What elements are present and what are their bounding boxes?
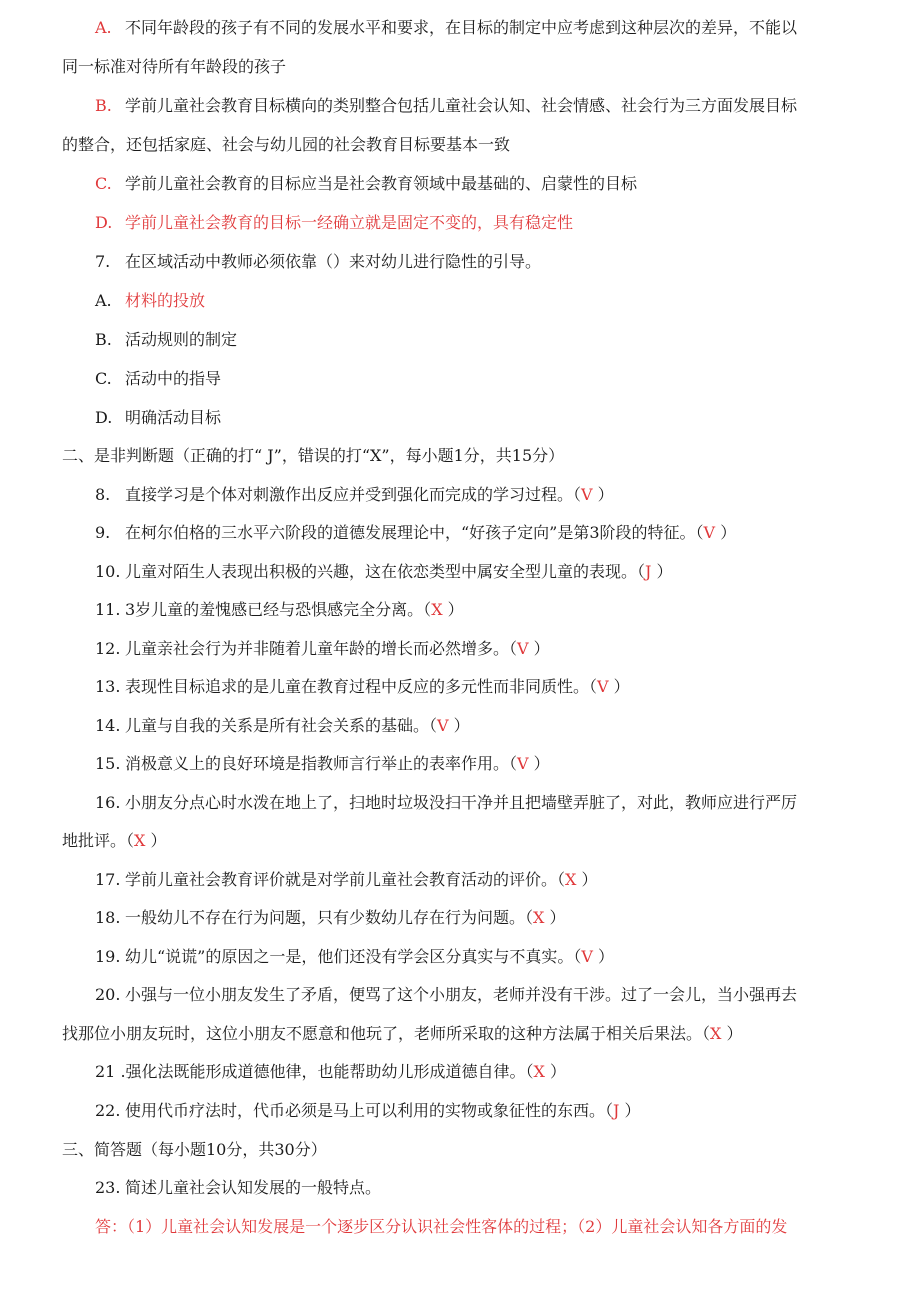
judgment-item: [95, 1061, 566, 1083]
question-23: [95, 1177, 381, 1199]
question-text: 3岁儿童的羞愧感已经与恐惧感完全分离。（: [125, 600, 432, 619]
answer-mark: X: [431, 600, 443, 619]
judgment-item: [95, 907, 566, 929]
question-text: 小强与一位小朋友发生了矛盾，便骂了这个小朋友，老师并没有干涉。过了一会儿，当小强再去: [125, 985, 798, 1004]
judgment-item-continued: [62, 830, 167, 852]
closing-paren: ）: [442, 600, 464, 619]
option-letter: C.: [95, 174, 112, 193]
answer-mark: V: [581, 485, 593, 504]
option-letter: B.: [95, 96, 112, 115]
q7-option-d: [95, 407, 221, 429]
q7-option-a: [95, 290, 205, 312]
question-number: 23.: [95, 1178, 121, 1197]
closing-paren: ）: [448, 716, 470, 735]
option-text: 活动规则的制定: [125, 330, 238, 349]
question-number: 22.: [95, 1101, 121, 1120]
question-text: 一般幼儿不存在行为问题，只有少数幼儿存在行为问题。（: [125, 908, 534, 927]
question-text: 学前儿童社会教育评价就是对学前儿童社会教育活动的评价。（: [125, 870, 566, 889]
question-text: 消极意义上的良好环境是指教师言行举止的表率作用。（: [125, 754, 518, 773]
question-number: 10.: [95, 562, 121, 581]
judgment-item: [95, 561, 673, 583]
option-text: 学前儿童社会教育的目标应当是社会教育领域中最基础的、启蒙性的目标: [125, 174, 638, 193]
q7-option-c: [95, 368, 221, 390]
question-number: 17.: [95, 870, 121, 889]
closing-paren: ）: [145, 831, 167, 850]
q6-option-b-continued: 的整合，还包括家庭、社会与幼儿园的社会教育目标要基本一致: [62, 135, 511, 154]
option-text: 学前儿童社会教育目标横向的类别整合包括儿童社会认知、社会情感、社会行为三方面发展目标: [125, 96, 798, 115]
answer-mark: X: [533, 908, 545, 927]
answer-mark: X: [710, 1024, 722, 1043]
judgment-item: [95, 676, 630, 698]
option-letter: A.: [95, 18, 112, 37]
answer-mark: V: [581, 947, 593, 966]
judgment-item: [95, 522, 736, 544]
question-text: 找那位小朋友玩时，这位小朋友不愿意和他玩了，老师所采取的这种方法属于相关后果法。（: [62, 1024, 711, 1043]
closing-paren: ）: [576, 870, 598, 889]
option-text: 活动中的指导: [125, 369, 222, 388]
judgment-item: [95, 984, 797, 1006]
closing-paren: ）: [619, 1101, 641, 1120]
section-3-title: 三、简答题（每小题10分，共30分）: [62, 1140, 327, 1159]
q6-option-c: [95, 173, 637, 195]
answer-mark: V: [517, 639, 529, 658]
closing-paren: ）: [651, 562, 673, 581]
question-text: 儿童亲社会行为并非随着儿童年龄的增长而必然增多。（: [125, 639, 518, 658]
question-7: [95, 251, 541, 273]
closing-paren: ）: [608, 677, 630, 696]
question-text: 表现性目标追求的是儿童在教育过程中反应的多元性而非同质性。（: [125, 677, 598, 696]
judgment-item: [95, 792, 797, 814]
question-number: 20.: [95, 985, 121, 1004]
judgment-item: [95, 1100, 641, 1122]
option-letter: D.: [95, 408, 113, 427]
option-letter: B.: [95, 330, 112, 349]
judgment-item: [95, 946, 614, 968]
option-letter: A.: [95, 291, 112, 310]
judgment-item: [95, 638, 550, 660]
question-number: 19.: [95, 947, 121, 966]
q6-option-b: [95, 95, 797, 117]
question-number: 14.: [95, 716, 121, 735]
question-number: 13.: [95, 677, 121, 696]
question-text: 在柯尔伯格的三水平六阶段的道德发展理论中，“好孩子定向”是第3阶段的特征。（: [125, 523, 704, 542]
q6-option-d: [95, 212, 573, 234]
option-letter: C.: [95, 369, 112, 388]
answer-23: 答：（1）儿童社会认知发展是一个逐步区分认识社会性客体的过程；（2）儿童社会认知各方面的发: [95, 1217, 788, 1236]
closing-paren: ）: [528, 754, 550, 773]
judgment-item-continued: [62, 1023, 743, 1045]
answer-mark: V: [437, 716, 449, 735]
q7-option-b: [95, 329, 237, 351]
question-text: 简述儿童社会认知发展的一般特点。: [125, 1178, 382, 1197]
question-number: 9.: [95, 523, 111, 542]
closing-paren: ）: [592, 485, 614, 504]
question-text: 儿童与自我的关系是所有社会关系的基础。（: [125, 716, 438, 735]
answer-mark: V: [597, 677, 609, 696]
question-text: 直接学习是个体对刺激作出反应并受到强化而完成的学习过程。（: [125, 485, 582, 504]
answer-mark: V: [703, 523, 716, 542]
option-text: 明确活动目标: [125, 408, 222, 427]
option-letter: D.: [95, 213, 113, 232]
question-number: 15.: [95, 754, 121, 773]
question-text: 幼儿“说谎”的原因之一是，他们还没有学会区分真实与不真实。（: [125, 947, 582, 966]
judgment-item: [95, 869, 598, 891]
judgment-item: [95, 715, 470, 737]
judgment-item: [95, 753, 550, 775]
answer-mark: X: [533, 1062, 545, 1081]
question-text: 儿童对陌生人表现出积极的兴趣，这在依恋类型中属安全型儿童的表现。（: [125, 562, 646, 581]
answer-mark: X: [565, 870, 577, 889]
closing-paren: ）: [544, 908, 566, 927]
question-text: 强化法既能形成道德他律，也能帮助幼儿形成道德自律。（: [125, 1062, 534, 1081]
question-text: 在区域活动中教师必须依靠（）来对幼儿进行隐性的引导。: [125, 252, 542, 271]
closing-paren: ）: [721, 1024, 743, 1043]
closing-paren: ）: [592, 947, 615, 966]
question-number: 18.: [95, 908, 121, 927]
q6-option-a-continued: 同一标准对待所有年龄段的孩子: [62, 57, 287, 76]
answer-mark: J: [645, 562, 652, 581]
question-number: 11.: [95, 600, 121, 619]
closing-paren: ）: [715, 523, 737, 542]
question-text: 小朋友分点心时水泼在地上了，扫地时垃圾没扫干净并且把墙壁弄脏了，对此，教师应进行严厉: [125, 793, 798, 812]
question-number: 8.: [95, 485, 111, 504]
judgment-item: [95, 484, 614, 506]
question-number: 16.: [95, 793, 121, 812]
closing-paren: ）: [528, 639, 550, 658]
answer-mark: X: [134, 831, 146, 850]
question-text: 使用代币疗法时，代币必须是马上可以利用的实物或象征性的东西。（: [125, 1101, 614, 1120]
q6-option-a: [95, 17, 797, 39]
answer-mark: J: [613, 1101, 620, 1120]
question-text: 地批评。（: [62, 831, 135, 850]
option-text: 材料的投放: [125, 291, 206, 310]
section-2-title: 二、是非判断题（正确的打“ J”，错误的打“X”，每小题1分，共15分）: [62, 446, 565, 465]
question-number: 7.: [95, 252, 111, 271]
option-text: 不同年龄段的孩子有不同的发展水平和要求，在目标的制定中应考虑到这种层次的差异，不能以: [125, 18, 798, 37]
question-number: 21 .: [95, 1062, 126, 1081]
answer-mark: V: [517, 754, 529, 773]
option-text: 学前儿童社会教育的目标一经确立就是固定不变的，具有稳定性: [125, 213, 574, 232]
judgment-item: [95, 599, 464, 621]
question-number: 12.: [95, 639, 121, 658]
closing-paren: ）: [544, 1062, 567, 1081]
